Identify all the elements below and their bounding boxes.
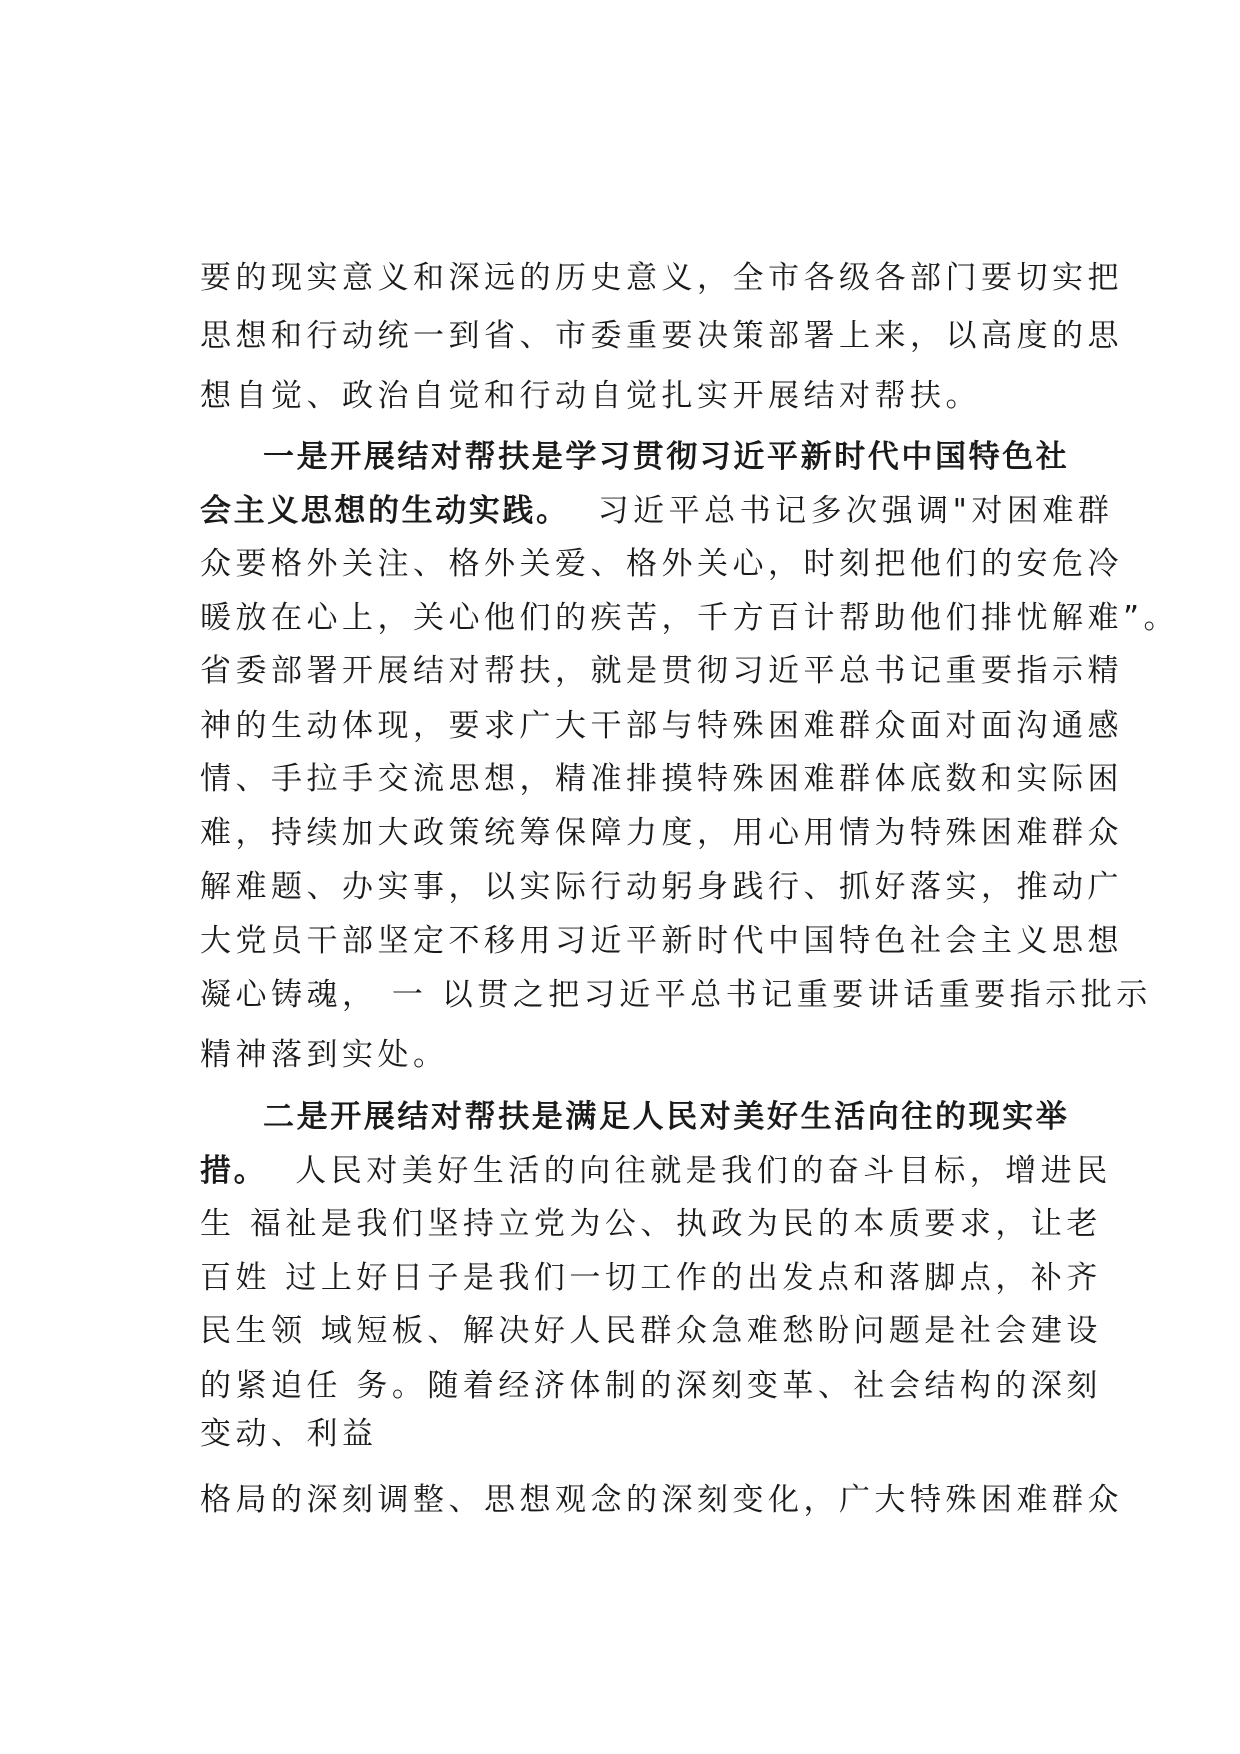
- paragraph-2-line-3: 众要格外关注、格外关爱、格外关心，时刻把他们的安危冷: [200, 546, 1123, 582]
- paragraph-3-line-6: 的紧迫任 务。随着经济体制的深刻变革、社会结构的深刻: [200, 1368, 1102, 1404]
- paragraph-3-line-8: 格局的深刻调整、思想观念的深刻变化，广大特殊困难群众: [200, 1482, 1123, 1518]
- paragraph-2-line-8: 难，持续加大政策统筹保障力度，用心用情为特殊困难群众: [200, 815, 1123, 851]
- paragraph-3-line-5: 民生领 域短板、解决好人民群众急难愁盼问题是社会建设: [200, 1313, 1102, 1349]
- paragraph-3-heading-line-2: 措。: [200, 1153, 268, 1189]
- paragraph-2-line-9: 解难题、办实事，以实际行动躬身践行、抓好落实，推动广: [200, 869, 1123, 905]
- paragraph-2-line-10: 大党员干部坚定不移用习近平新时代中国特色社会主义思想: [200, 923, 1123, 959]
- paragraph-3-line-3: 生 福祉是我们坚持立党为公、执政为民的本质要求，让老: [200, 1206, 1102, 1242]
- paragraph-2-line-7: 情、手拉手交流思想，精准排摸特殊困难群体底数和实际困: [200, 761, 1123, 797]
- paragraph-2-line-11: 凝心铸魂， 一 以贯之把习近平总书记重要讲话重要指示批示: [200, 977, 1152, 1013]
- paragraph-1-line-3: 想自觉、政治自觉和行动自觉扎实开展结对帮扶。: [200, 378, 981, 414]
- paragraph-3-line-2-text: 人民对美好生活的向往就是我们的奋斗目标，增进民: [295, 1153, 1112, 1189]
- paragraph-2-line-6: 神的生动体现，要求广大干部与特殊困难群众面对面沟通感: [200, 708, 1123, 744]
- paragraph-3-line-7: 变动、利益: [200, 1416, 378, 1452]
- paragraph-2-heading-line-2: 会主义思想的生动实践。: [200, 493, 570, 529]
- paragraph-3-heading-line-1: 二是开展结对帮扶是满足人民对美好生活向往的现实举: [263, 1099, 1070, 1135]
- paragraph-2-line-4: 暖放在心上，关心他们的疾苦，千方百计帮助他们排忧解难”。: [200, 600, 1180, 636]
- paragraph-2-line-2-text: 习近平总书记多次强调"对困难群: [597, 493, 1114, 529]
- paragraph-2-line-12: 精神落到实处。: [200, 1037, 449, 1073]
- paragraph-3-line-4: 百姓 过上好日子是我们一切工作的出发点和落脚点，补齐: [200, 1260, 1102, 1296]
- paragraph-2-line-2: [200, 491, 1113, 531]
- paragraph-3-line-2: [200, 1151, 1112, 1191]
- paragraph-2-line-5: 省委部署开展结对帮扶，就是贯彻习近平总书记重要指示精: [200, 653, 1123, 689]
- paragraph-1-line-1: 要的现实意义和深远的历史意义，全市各级各部门要切实把: [200, 260, 1123, 296]
- paragraph-2-heading-line-1: 一是开展结对帮扶是学习贯彻习近平新时代中国特色社: [263, 439, 1070, 475]
- paragraph-1-line-2: 思想和行动统一到省、市委重要决策部署上来，以高度的思: [200, 318, 1123, 354]
